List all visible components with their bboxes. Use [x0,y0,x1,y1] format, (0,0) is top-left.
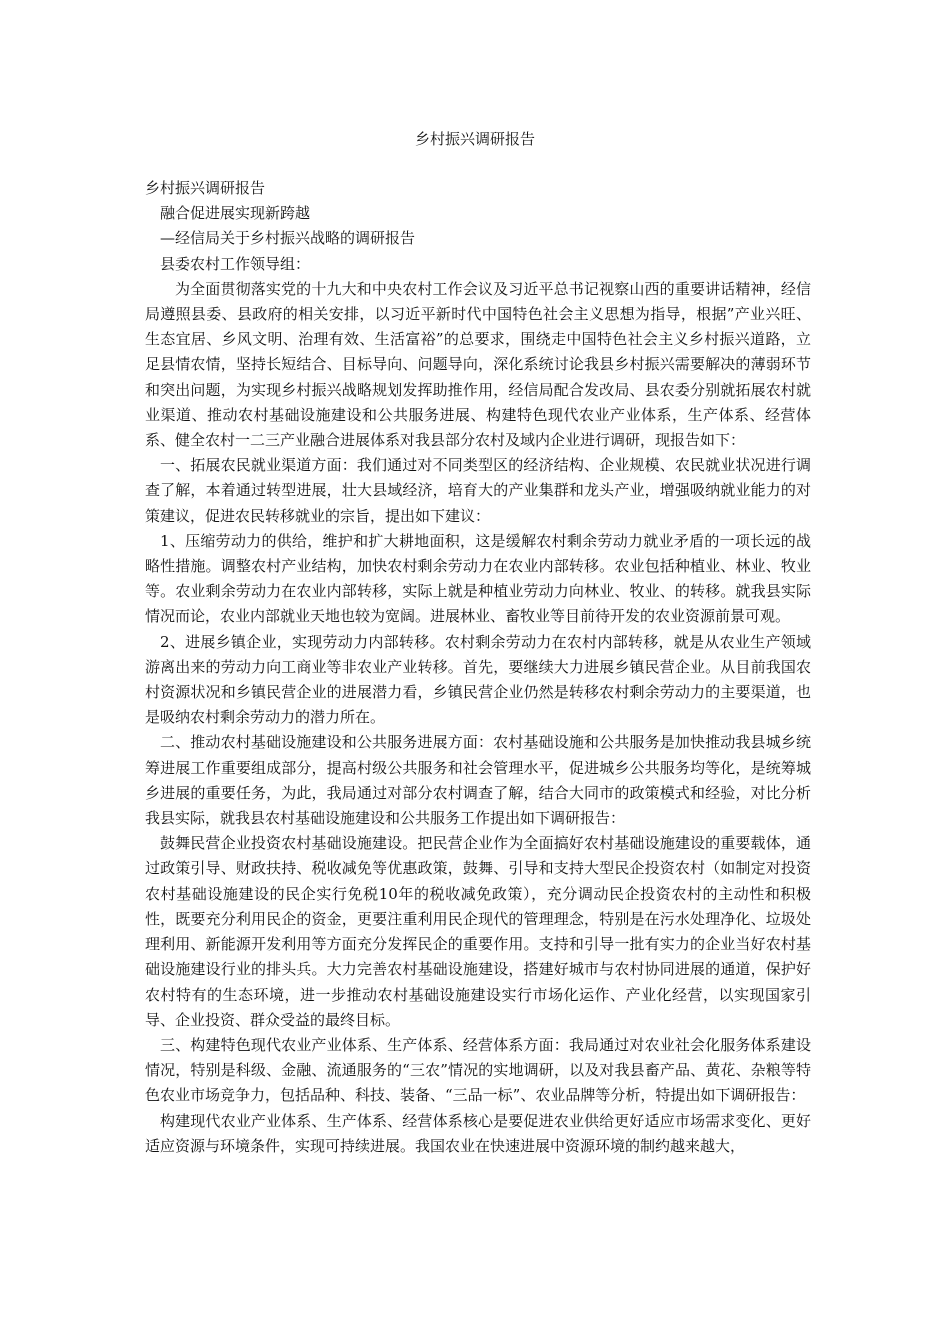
body-paragraph: 鼓舞民营企业投资农村基础设施建设。把民营企业作为全面搞好农村基础设施建设的重要载体，通过政策引导、财政扶持、税收减免等优惠政策，鼓舞、引导和支持大型民企投资农村（如制定对投资农村基础设施建设的民企实行免税10年的税收减免政策），充分调动民企投资农村的主动性和积极性，既要充分利用民企的资金，更要注重利用民企现代的管理理念，特别是在污水处理净化、垃圾处理利用、新能源开发利用等方面充分发挥民企的重要作用。支持和引导一批有实力的企业当好农村基础设施建设行业的排头兵。大力完善农村基础设施建设，搭建好城市与农村协同进展的通道，保护好农村特有的生态环境，进一步推动农村基础设施建设实行市场化运作、产业化经营，以实现国家引导、企业投资、群众受益的最终目标。 [145,834,811,1029]
body-paragraph: —经信局关于乡村振兴战略的调研报告 [160,229,416,248]
body-paragraph: 二、推动农村基础设施建设和公共服务进展方面：农村基础设施和公共服务是加快推动我县城乡统筹进展工作重要组成部分，提高村级公共服务和社会管理水平，促进城乡公共服务均等化，是统筹城乡进展的重要任务，为此，我局通过对部分农村调查了解，结合大同市的政策模式和经验，对比分析我县实际，就我县农村基础设施建设和公共服务工作提出如下调研报告： [145,733,811,828]
body-paragraph: 融合促进展实现新跨越 [160,204,311,223]
body-paragraph: 县委农村工作领导组： [160,254,311,273]
document-title: 乡村振兴调研报告 [414,130,535,148]
body-paragraph: 一、拓展农民就业渠道方面：我们通过对不同类型区的经济结构、企业规模、农民就业状况进行调查了解，本着通过转型进展，壮大县域经济，培育大的产业集群和龙头产业，增强吸纳就业能力的对策建议，促进农民转移就业的宗旨，提出如下建议： [145,456,811,525]
body-paragraph: 1、压缩劳动力的供给，维护和扩大耕地面积，这是缓解农村剩余劳动力就业矛盾的一项长远的战略性措施。调整农村产业结构，加快农村剩余劳动力在农业内部转移。农业包括种植业、林业、牧业等。农业剩余劳动力在农业内部转移，实际上就是种植业劳动力向林业、牧业、的转移。就我县实际情况而论，农业内部就业天地也较为宽阔。进展林业、畜牧业等目前待开发的农业资源前景可观。 [145,531,811,626]
body-paragraph: 构建现代农业产业体系、生产体系、经营体系核心是要促进农业供给更好适应市场需求变化、更好适应资源与环境条件，实现可持续进展。我国农业在快速进展中资源环境的制约越来越大， [145,1111,811,1155]
body-paragraph: 三、构建特色现代农业产业体系、生产体系、经营体系方面：我局通过对农业社会化服务体系建设情况，特别是科级、金融、流通服务的“三农”情况的实地调研，以及对我县畜产品、黄花、杂粮等特色农业市场竞争力，包括品种、科技、装备、“三品一标”、农业品牌等分析，特提出如下调研报告： [145,1035,811,1105]
body-paragraph: 2、进展乡镇企业，实现劳动力内部转移。农村剩余劳动力在农村内部转移，就是从农业生产领域游离出来的劳动力向工商业等非农业产业转移。首先，要继续大力进展乡镇民营企业。从目前我国农村资源状况和乡镇民营企业的进展潜力看，乡镇民营企业仍然是转移农村剩余劳动力的主要渠道，也是吸纳农村剩余劳动力的潜力所在。 [145,632,811,727]
body-paragraph: 为全面贯彻落实党的十九大和中央农村工作会议及习近平总书记视察山西的重要讲话精神，经信局遵照县委、县政府的相关安排，以习近平新时代中国特色社会主义思想为指导，根据”产业兴旺、生态宜居、乡风文明、治理有效、生活富裕”的总要求，围绕走中国特色社会主义乡村振兴道路，立足县情农情，坚持长短结合、目标导向、问题导向，深化系统讨论我县乡村振兴需要解决的薄弱环节和突出问题，为实现乡村振兴战略规划发挥助推作用，经信局配合发改局、县农委分别就拓展农村就业渠道、推动农村基础设施建设和公共服务进展、构建特色现代农业产业体系，生产体系、经营体系、健全农村一二三产业融合进展体系对我县部分农村及域内企业进行调研，现报告如下： [145,279,811,450]
body-paragraph: 乡村振兴调研报告 [145,179,266,197]
document-body [145,176,811,1159]
